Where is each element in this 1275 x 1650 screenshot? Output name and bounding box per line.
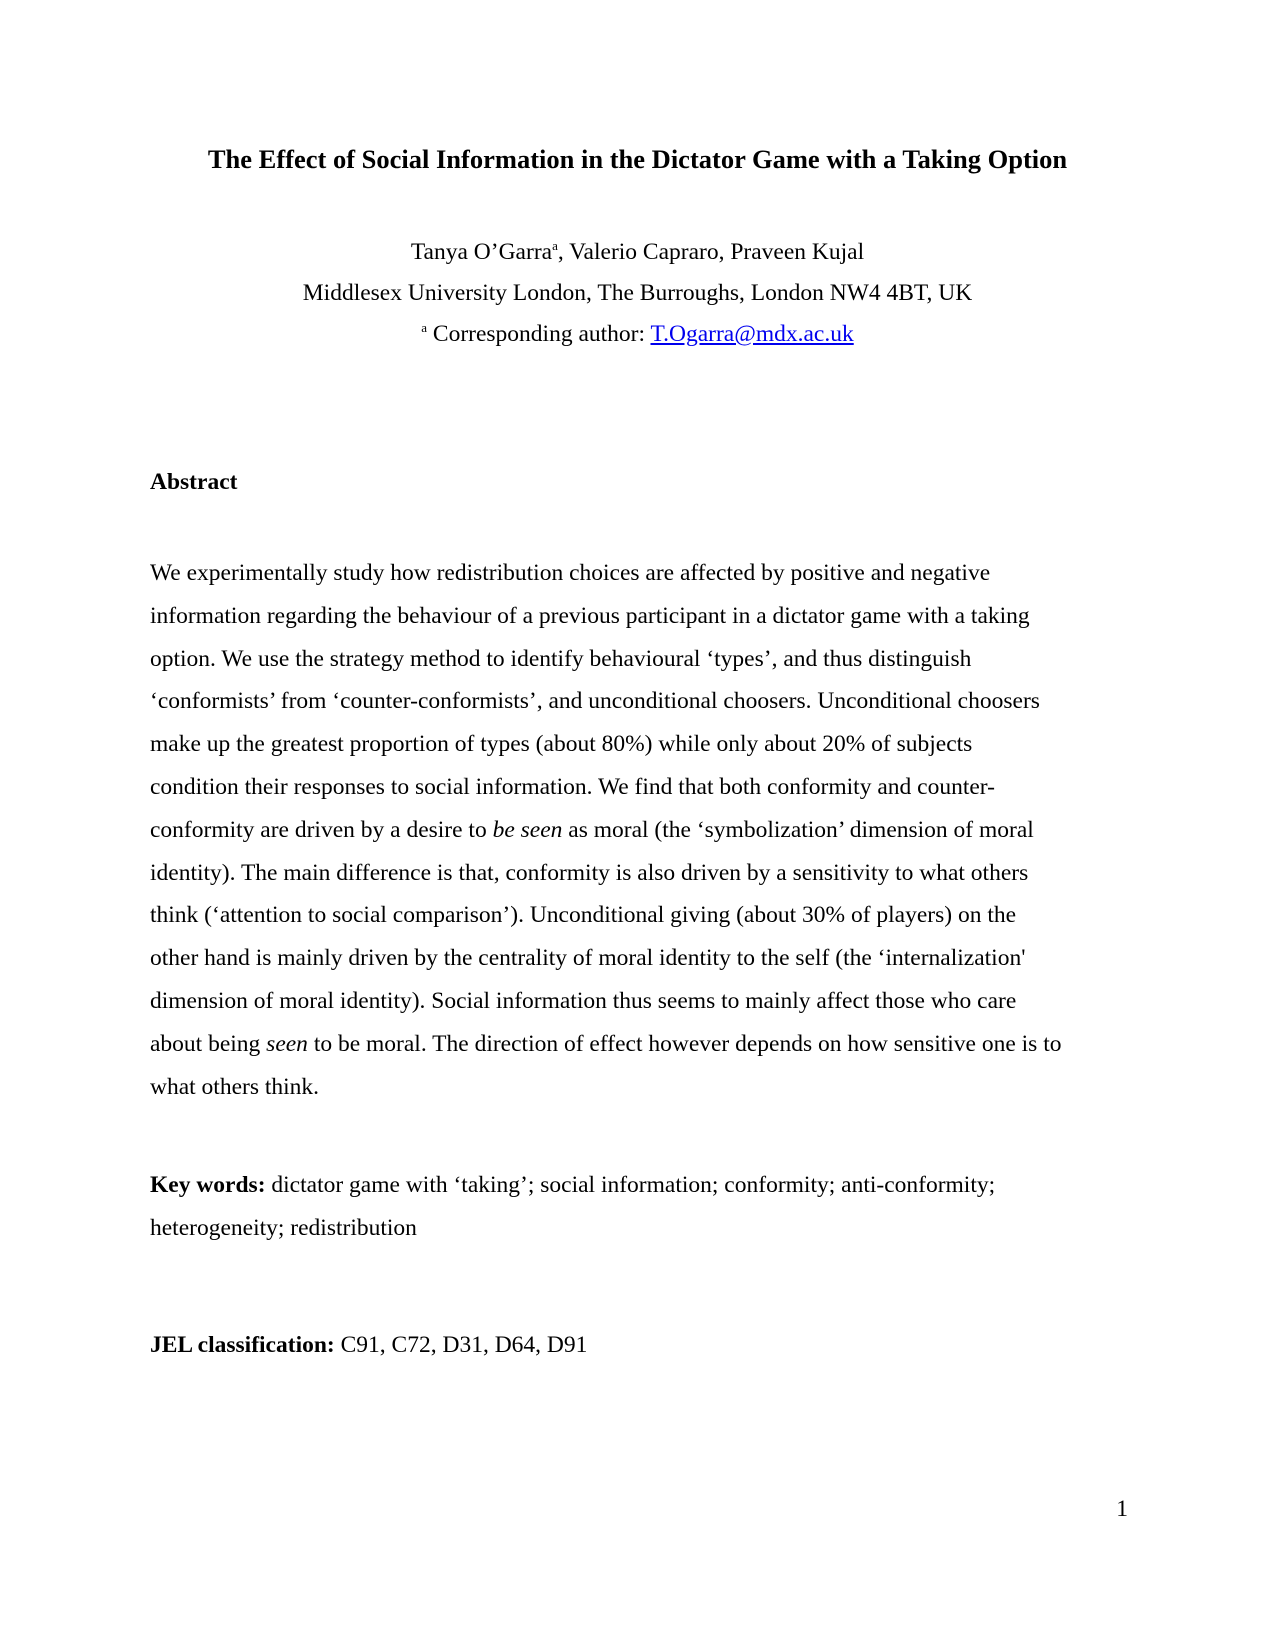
jel-codes: C91, C72, D31, D64, D91: [334, 1332, 588, 1358]
author-footnote-marker: a: [552, 238, 558, 254]
abstract-line: dimension of moral identity). Social information thus seems to mainly affect those who care: [150, 987, 1017, 1014]
abstract-line: think (‘attention to social comparison’). Unconditional giving (about 30% of players) on the: [150, 902, 1017, 929]
abstract-line: [150, 809, 1150, 852]
abstract-line: other hand is mainly driven by the centrality of moral identity to the self (the ‘internalization': [150, 945, 1026, 972]
abstract-line: identity). The main difference is that, conformity is also driven by a sensitivity to what others: [150, 859, 1029, 886]
emphasis-seen: seen: [266, 1030, 308, 1057]
abstract-heading: Abstract: [150, 469, 238, 495]
abstract-text-segment: as moral (the ‘symbolization’ dimension of moral: [562, 816, 1034, 843]
abstract-line: make up the greatest proportion of types (about 80%) while only about 20% of subjects: [150, 731, 973, 758]
abstract-line: option. We use the strategy method to identify behavioural ‘types’, and thus distinguish: [150, 645, 972, 672]
corresponding-label: Corresponding author:: [432, 321, 651, 347]
author-line: [0, 232, 1275, 273]
author-info: [0, 232, 1275, 355]
corresponding-footnote-marker: a: [421, 320, 428, 336]
page-number: 1: [1116, 1496, 1128, 1522]
abstract-text-segment: about being: [150, 1030, 267, 1057]
jel-label: JEL classification:: [150, 1332, 335, 1358]
corresponding-email-link[interactable]: T.Ogarra@mdx.ac.uk: [650, 321, 854, 347]
abstract-text-segment: to be moral. The direction of effect however depends on how sensitive one is to: [307, 1030, 1062, 1057]
emphasis-be-seen: be seen: [492, 816, 563, 843]
affiliation: Middlesex University London, The Burroughs, London NW4 4BT, UK: [302, 280, 973, 306]
keywords-line: heterogeneity; redistribution: [150, 1214, 417, 1241]
keywords-label: Key words:: [150, 1172, 266, 1198]
keywords: [150, 1164, 1150, 1250]
abstract-line: [150, 1023, 1150, 1066]
keywords-text: dictator game with ‘taking’; social information; conformity; anti-conformity;: [265, 1172, 996, 1198]
abstract-line: ‘conformists’ from ‘counter-conformists’, and unconditional choosers. Unconditional choosers: [150, 688, 1040, 715]
abstract-line: condition their responses to social information. We find that both conformity and counter-: [150, 773, 995, 800]
abstract-line: what others think.: [150, 1073, 320, 1100]
other-authors: , Valerio Capraro, Praveen Kujal: [557, 239, 865, 265]
jel-classification: [150, 1324, 587, 1367]
keywords-line: [150, 1164, 1150, 1207]
abstract-text: [150, 552, 1150, 1108]
abstract-text-segment: conformity are driven by a desire to: [150, 816, 493, 843]
abstract-line: information regarding the behaviour of a previous participant in a dictator game with a taking: [150, 602, 1030, 629]
paper-title: The Effect of Social Information in the Dictator Game with a Taking Option: [207, 144, 1068, 174]
abstract-line: We experimentally study how redistribution choices are affected by positive and negative: [150, 560, 991, 586]
first-author: Tanya O’Garra: [410, 239, 553, 265]
corresponding-author-line: [0, 314, 1275, 355]
